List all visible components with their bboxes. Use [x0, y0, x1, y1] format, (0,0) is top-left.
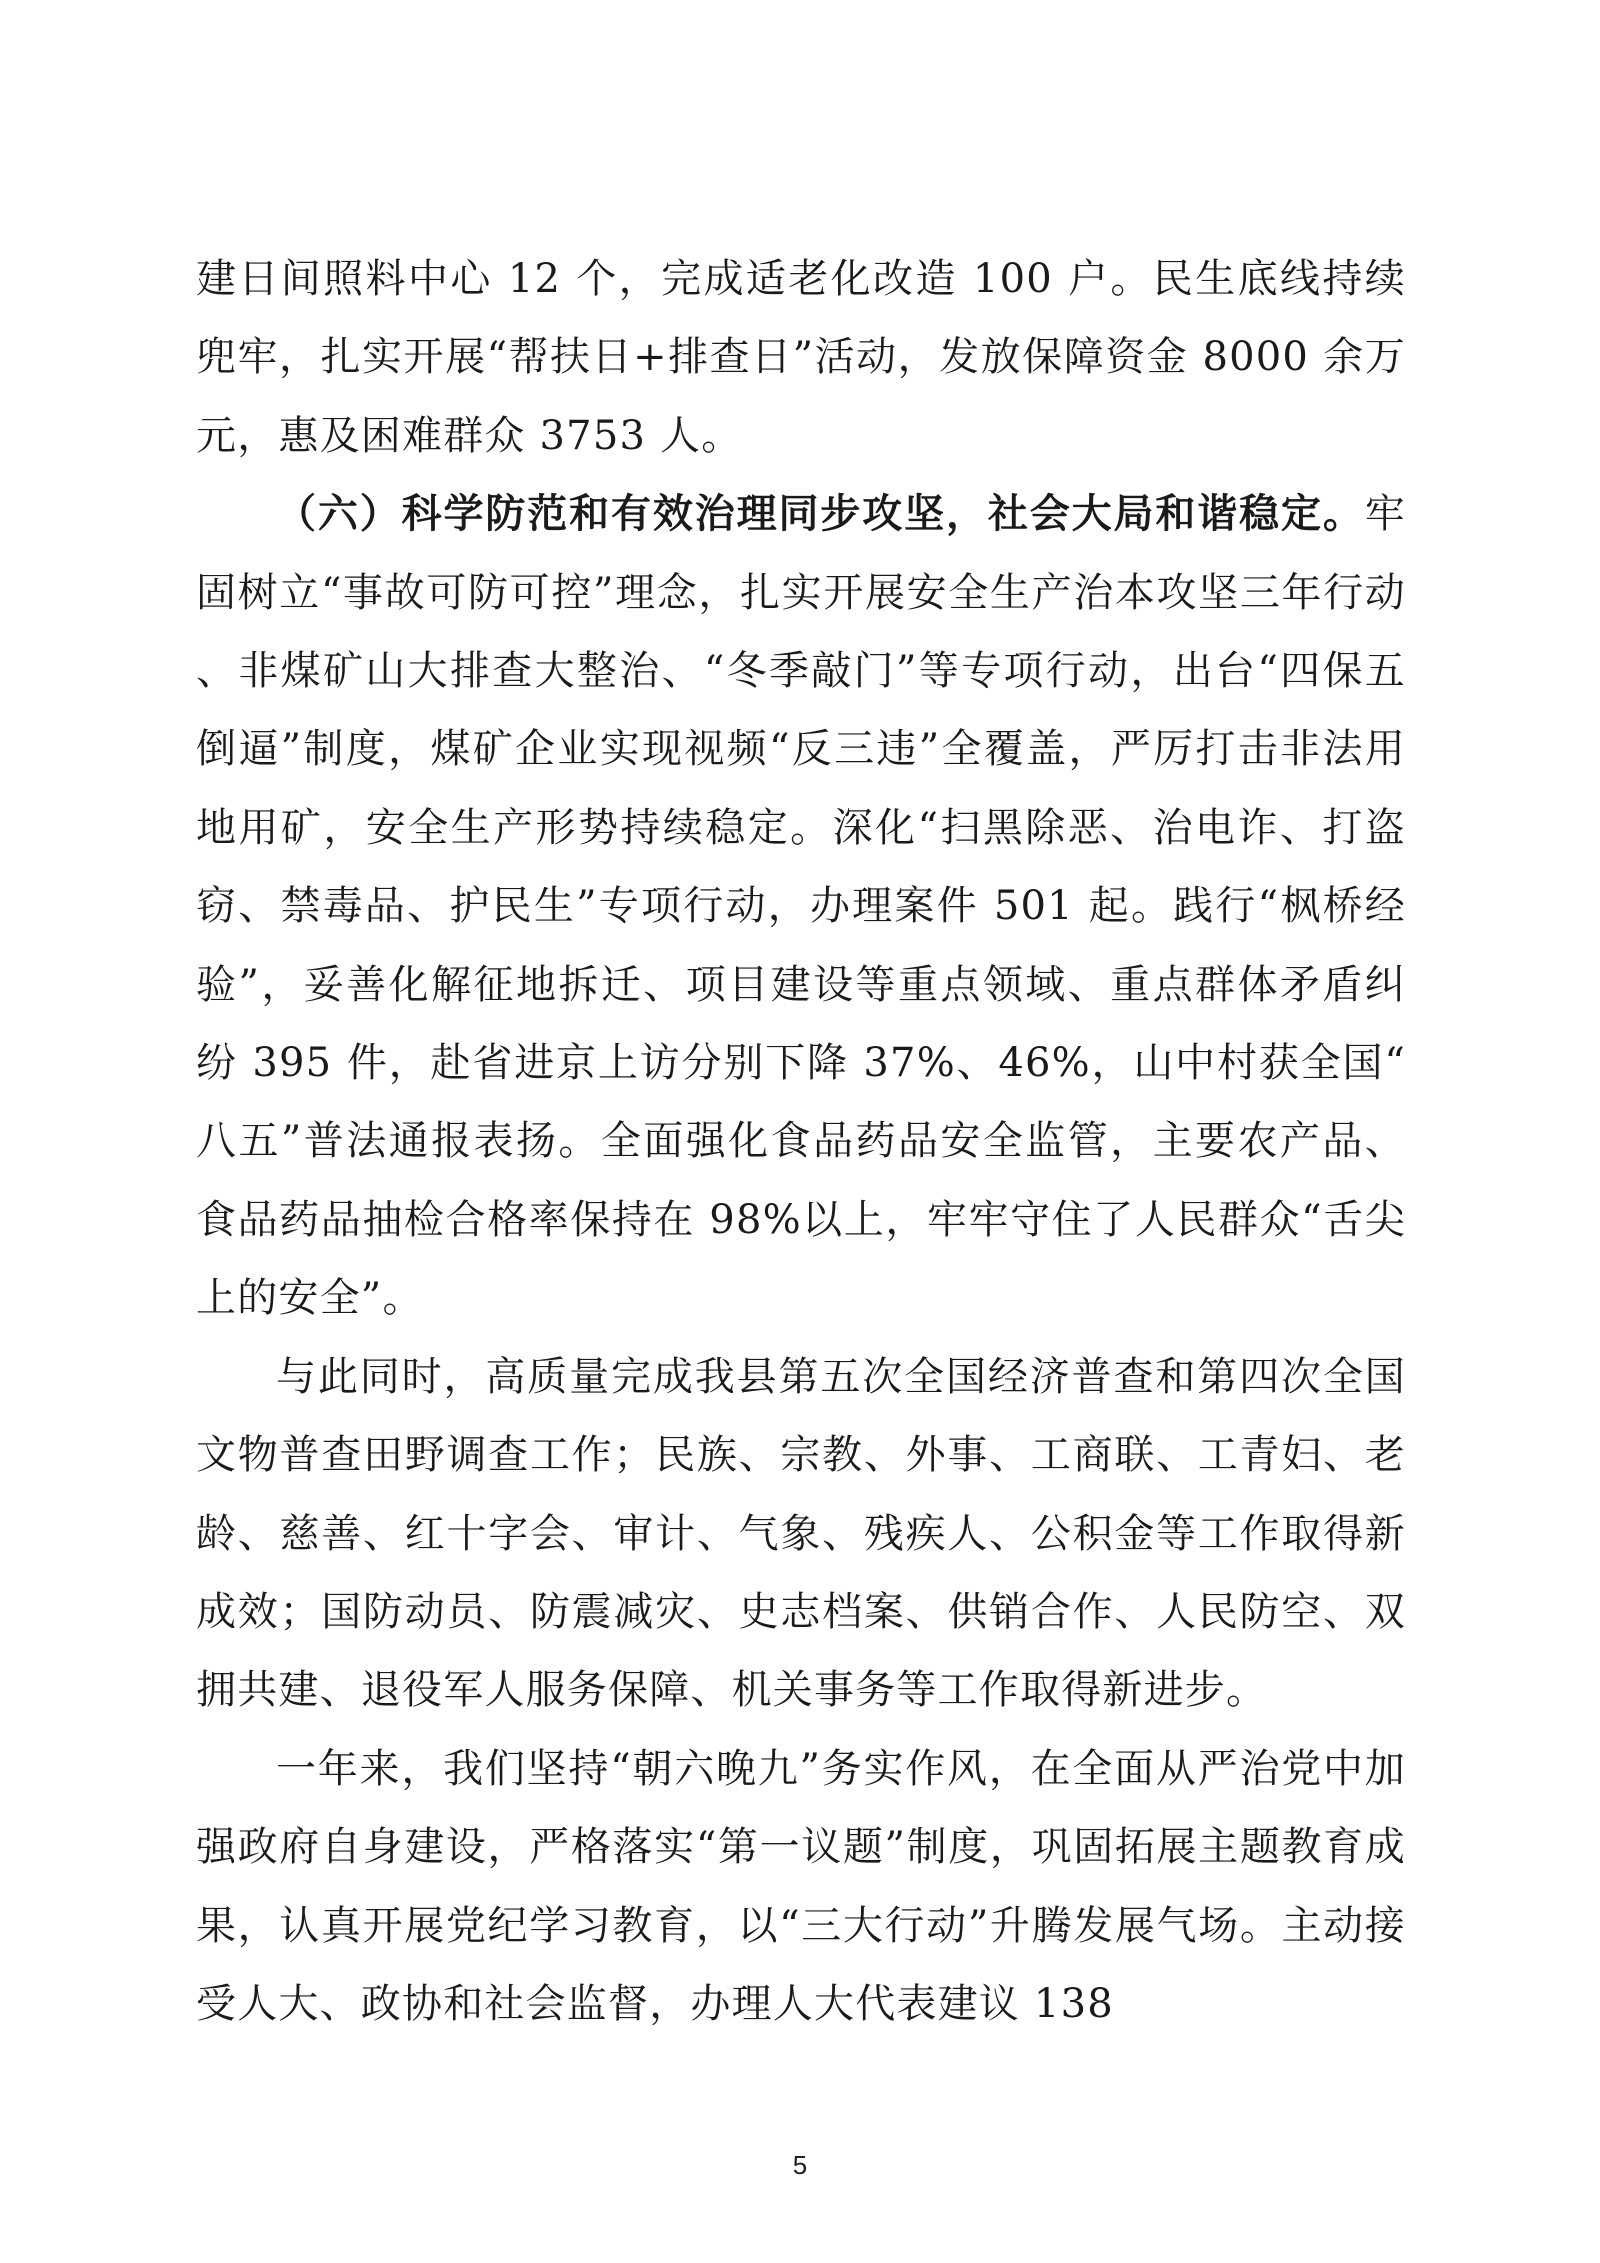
- paragraph-2: [196, 475, 1406, 1337]
- paragraph-1-text: 建日间照料中心 12 个，完成适老化改造 100 户。民生底线持续兜牢，扎实开展“帮扶日+排查日”活动，发放保障资金 8000 余万元，惠及困难群众 3753 人。: [196, 256, 1406, 459]
- section-heading-6: （六）科学防范和有效治理同步攻坚，社会大局和谐稳定。: [276, 490, 1365, 538]
- paragraph-4-text: 一年来，我们坚持“朝六晚九”务实作风，在全面从严治党中加强政府自身建设，严格落实“第一议题”制度，巩固拓展主题教育成果，认真开展党纪学习教育，以“三大行动”升腾发展气场。主动接受人大、政协和社会监督，办理人大代表建议 138: [196, 1745, 1406, 2027]
- paragraph-2-text: 牢固树立“事故可防可控”理念，扎实开展安全生产治本攻坚三年行动、非煤矿山大排查大整治、“冬季敲门”等专项行动，出台“四保五倒逼”制度，煤矿企业实现视频“反三违”全覆盖，严厉打击非法用地用矿，安全生产形势持续稳定。深化“扫黑除恶、治电诈、打盗窃、禁毒品、护民生”专项行动，办理案件 501 起。践行“枫桥经验”，妥善化解征地拆迁、项目建设等重点领域、重点群体矛盾纠纷 395 件，赴省进京上访分别下降 37%、46%，山中村获全国“八五”普法通报表扬。全面强化食品药品安全监管，主要农产品、食品药品抽检合格率保持在 98%以上，牢牢守住了人民群众“舌尖上的安全”。: [196, 491, 1406, 1322]
- paragraph-1: [196, 240, 1406, 475]
- paragraph-3: [196, 1338, 1406, 1730]
- page-number: 5: [792, 2150, 808, 2180]
- body-text: [196, 240, 1406, 2043]
- paragraph-3-text: 与此同时，高质量完成我县第五次全国经济普查和第四次全国文物普查田野调查工作；民族、宗教、外事、工商联、工青妇、老龄、慈善、红十字会、审计、气象、残疾人、公积金等工作取得新成效；国防动员、防震减灾、史志档案、供销合作、人民防空、双拥共建、退役军人服务保障、机关事务等工作取得新进步。: [196, 1353, 1406, 1714]
- paragraph-4: [196, 1730, 1406, 2044]
